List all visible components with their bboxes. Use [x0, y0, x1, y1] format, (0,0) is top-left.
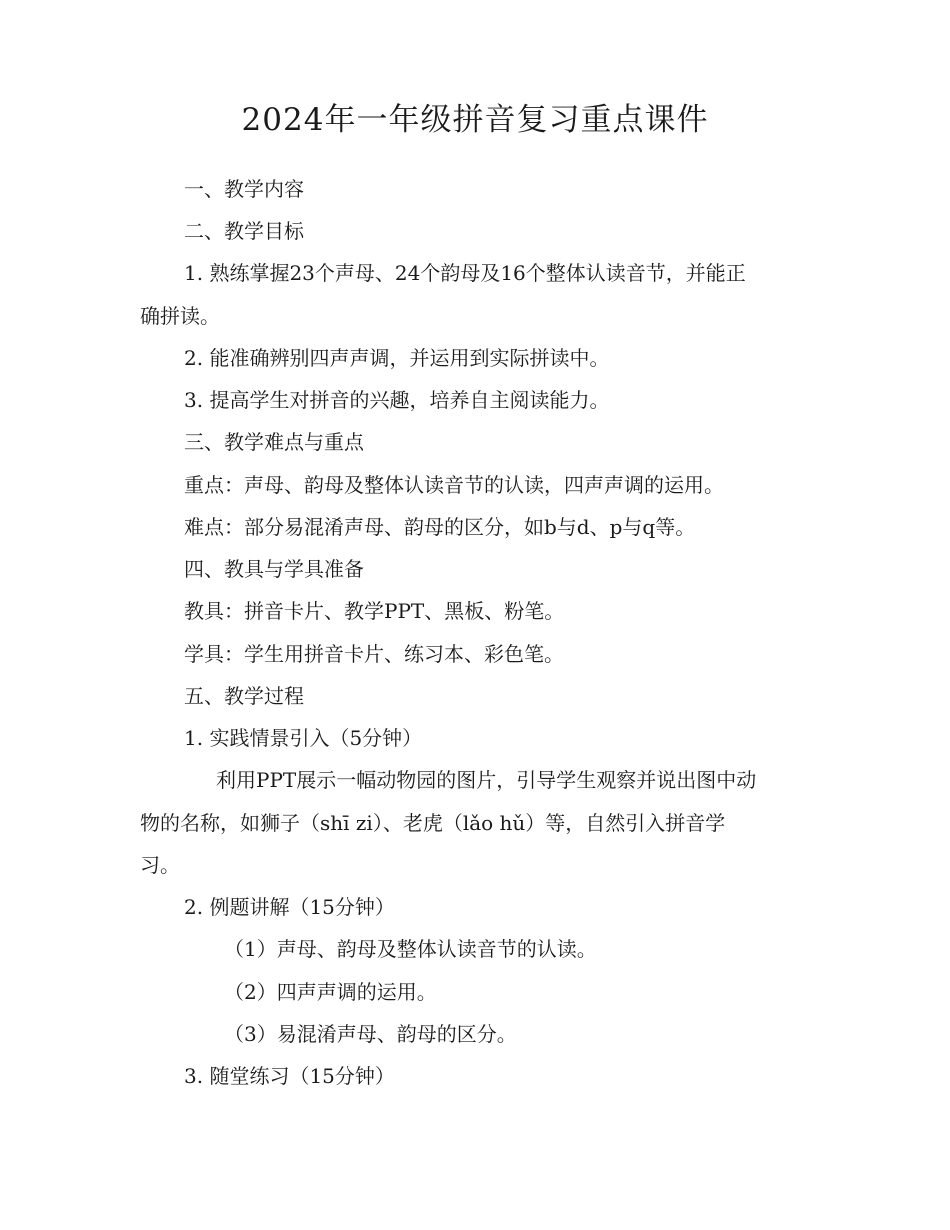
student-materials-text: 学具：学生用拼音卡片、练习本、彩色笔。: [184, 642, 564, 666]
teacher-materials-text: 教具：拼音卡片、教学PPT、黑板、粉笔。: [184, 599, 565, 623]
sub-item: （3）易混淆声母、韵母的区分。: [224, 1022, 517, 1046]
section-heading-materials: 四、教具与学具准备: [184, 557, 364, 581]
process-step: 2. 例题讲解（15分钟）: [184, 895, 395, 919]
section-heading-objectives: 二、教学目标: [184, 219, 304, 243]
process-step: 1. 实践情景引入（5分钟）: [184, 726, 423, 750]
sub-item: （2）四声声调的运用。: [224, 980, 437, 1004]
objective-item: 1. 熟练掌握23个声母、24个韵母及16个整体认读音节，并能正: [184, 261, 746, 285]
section-heading-content: 一、教学内容: [184, 177, 304, 201]
sub-item: （1）声母、韵母及整体认读音节的认读。: [224, 937, 597, 961]
paragraph-text-continued: 物的名称，如狮子（shī zi）、老虎（lǎo hǔ）等，自然引入拼音学: [140, 811, 726, 835]
objective-item: 2. 能准确辨别四声声调，并运用到实际拼读中。: [184, 346, 610, 370]
page-title: 2024年一年级拼音复习重点课件: [241, 102, 709, 138]
process-step: 3. 随堂练习（15分钟）: [184, 1064, 395, 1088]
paragraph-text-continued: 习。: [140, 853, 180, 877]
objective-item-continued: 确拼读。: [140, 304, 220, 328]
difficulty-text: 难点：部分易混淆声母、韵母的区分，如b与d、p与q等。: [184, 515, 696, 539]
key-point-text: 重点：声母、韵母及整体认读音节的认读，四声声调的运用。: [184, 473, 724, 497]
section-heading-key-points: 三、教学难点与重点: [184, 430, 364, 454]
section-heading-process: 五、教学过程: [184, 684, 304, 708]
paragraph-text: 利用PPT展示一幅动物园的图片，引导学生观察并说出图中动: [216, 768, 757, 792]
objective-item: 3. 提高学生对拼音的兴趣，培养自主阅读能力。: [184, 388, 610, 412]
